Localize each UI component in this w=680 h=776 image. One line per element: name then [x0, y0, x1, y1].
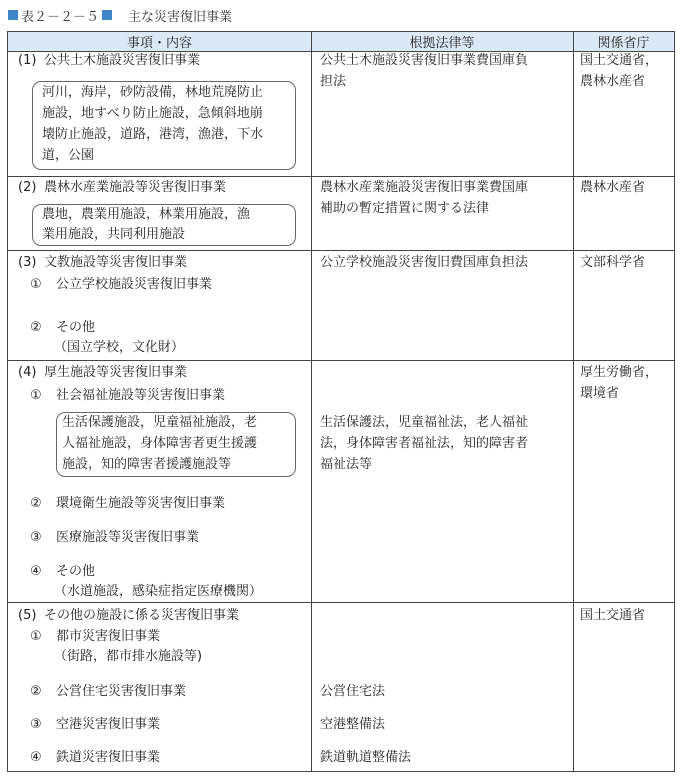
- header-ministry: 関係省庁: [573, 32, 674, 52]
- sub-title: 公営住宅災害復旧事業: [56, 684, 187, 699]
- ministry-text: 農林水産省: [580, 180, 646, 195]
- law-text: 空港整備法: [320, 717, 386, 732]
- row-title: 公共土木施設災害復旧事業: [44, 53, 201, 68]
- sub-detail: （水道施設，感染症指定医療機関）: [54, 584, 263, 599]
- sub-title: 環境衛生施設等災害復旧事業: [56, 496, 226, 511]
- caption-marker-icon: [8, 10, 18, 20]
- sub-title: 医療施設等災害復旧事業: [56, 530, 200, 545]
- ministry-text: 環境省: [580, 386, 620, 401]
- table-caption: [8, 6, 232, 24]
- sub-number: ②: [30, 684, 42, 699]
- sub-number: ③: [30, 530, 42, 545]
- ministry-text: 国土交通省: [580, 608, 646, 623]
- column-divider: [311, 32, 312, 771]
- row-detail: 施設，知的障害者援護施設等: [62, 457, 232, 472]
- column-divider: [573, 32, 574, 771]
- ministry-text: 国土交通省，: [580, 53, 659, 68]
- row-divider: [8, 176, 674, 177]
- row-divider: [8, 602, 674, 603]
- row-detail: 河川，海岸，砂防設備，林地荒廃防止: [42, 85, 264, 100]
- row-detail: 施設，地すべり防止施設，急傾斜地崩: [42, 106, 263, 121]
- row-detail: 農地，農業用施設，林業用施設，漁: [42, 207, 251, 222]
- ministry-text: 農林水産省: [580, 74, 646, 89]
- sub-title: 社会福祉施設等災害復旧事業: [56, 388, 226, 403]
- law-text: 鉄道軌道整備法: [320, 750, 412, 765]
- row-title: その他の施設に係る災害復旧事業: [44, 608, 240, 623]
- row-number: (5): [18, 608, 37, 623]
- law-text: 補助の暫定措置に関する法律: [320, 201, 490, 216]
- sub-title: 都市災害復旧事業: [56, 629, 161, 644]
- sub-detail: （街路，都市排水施設等): [54, 649, 203, 664]
- law-text: 農林水産業施設災害復旧事業費国庫: [320, 180, 529, 195]
- sub-detail: （国立学校，文化財）: [54, 340, 185, 355]
- disaster-recovery-table: [7, 31, 675, 772]
- row-detail: 壊防止施設，道路，港湾，漁港，下水: [42, 127, 264, 142]
- sub-number: ①: [30, 629, 42, 644]
- row-divider: [8, 250, 674, 251]
- sub-title: 公立学校施設災害復旧事業: [56, 277, 213, 292]
- law-text: 公立学校施設災害復旧費国庫負担法: [320, 255, 529, 270]
- sub-title: その他: [56, 564, 96, 579]
- sub-title: 空港災害復旧事業: [56, 717, 161, 732]
- sub-title: 鉄道災害復旧事業: [56, 750, 161, 765]
- row-title: 厚生施設等災害復旧事業: [44, 365, 188, 380]
- caption-marker-icon: [102, 10, 112, 20]
- row-number: (1): [18, 53, 37, 68]
- ministry-text: 文部科学省: [580, 255, 646, 270]
- row-title: 文教施設等災害復旧事業: [44, 255, 188, 270]
- law-text: 生活保護法，児童福祉法，老人福祉: [320, 415, 529, 430]
- law-text: 公共土木施設災害復旧事業費国庫負: [320, 53, 529, 68]
- table-title: 主な災害復旧事業: [128, 9, 233, 25]
- sub-number: ③: [30, 717, 42, 732]
- row-title: 農林水産業施設等災害復旧事業: [44, 180, 227, 195]
- sub-number: ②: [30, 320, 42, 335]
- law-text: 公営住宅法: [320, 684, 386, 699]
- row-detail: 道，公園: [42, 148, 95, 163]
- law-text: 福祉法等: [320, 457, 373, 472]
- law-text: 担法: [320, 74, 347, 89]
- header-item: 事項・内容: [8, 32, 311, 52]
- row-detail: 業用施設，共同利用施設: [42, 227, 186, 242]
- row-number: (4): [18, 365, 37, 380]
- sub-number: ①: [30, 277, 42, 292]
- row-number: (3): [18, 255, 37, 270]
- row-number: (2): [18, 180, 37, 195]
- sub-title: その他: [56, 320, 96, 335]
- law-text: 法，身体障害者福祉法，知的障害者: [320, 436, 529, 451]
- sub-number: ②: [30, 496, 42, 511]
- sub-number: ④: [30, 564, 42, 579]
- ministry-text: 厚生労働省，: [580, 365, 659, 380]
- row-detail: 生活保護施設，児童福祉施設，老: [62, 415, 258, 430]
- row-divider: [8, 360, 674, 361]
- row-detail: 人福祉施設，身体障害者更生援護: [62, 436, 258, 451]
- sub-number: ①: [30, 388, 42, 403]
- header-law: 根拠法律等: [311, 32, 573, 52]
- table-number: 表２－２－５: [21, 9, 100, 25]
- sub-number: ④: [30, 750, 42, 765]
